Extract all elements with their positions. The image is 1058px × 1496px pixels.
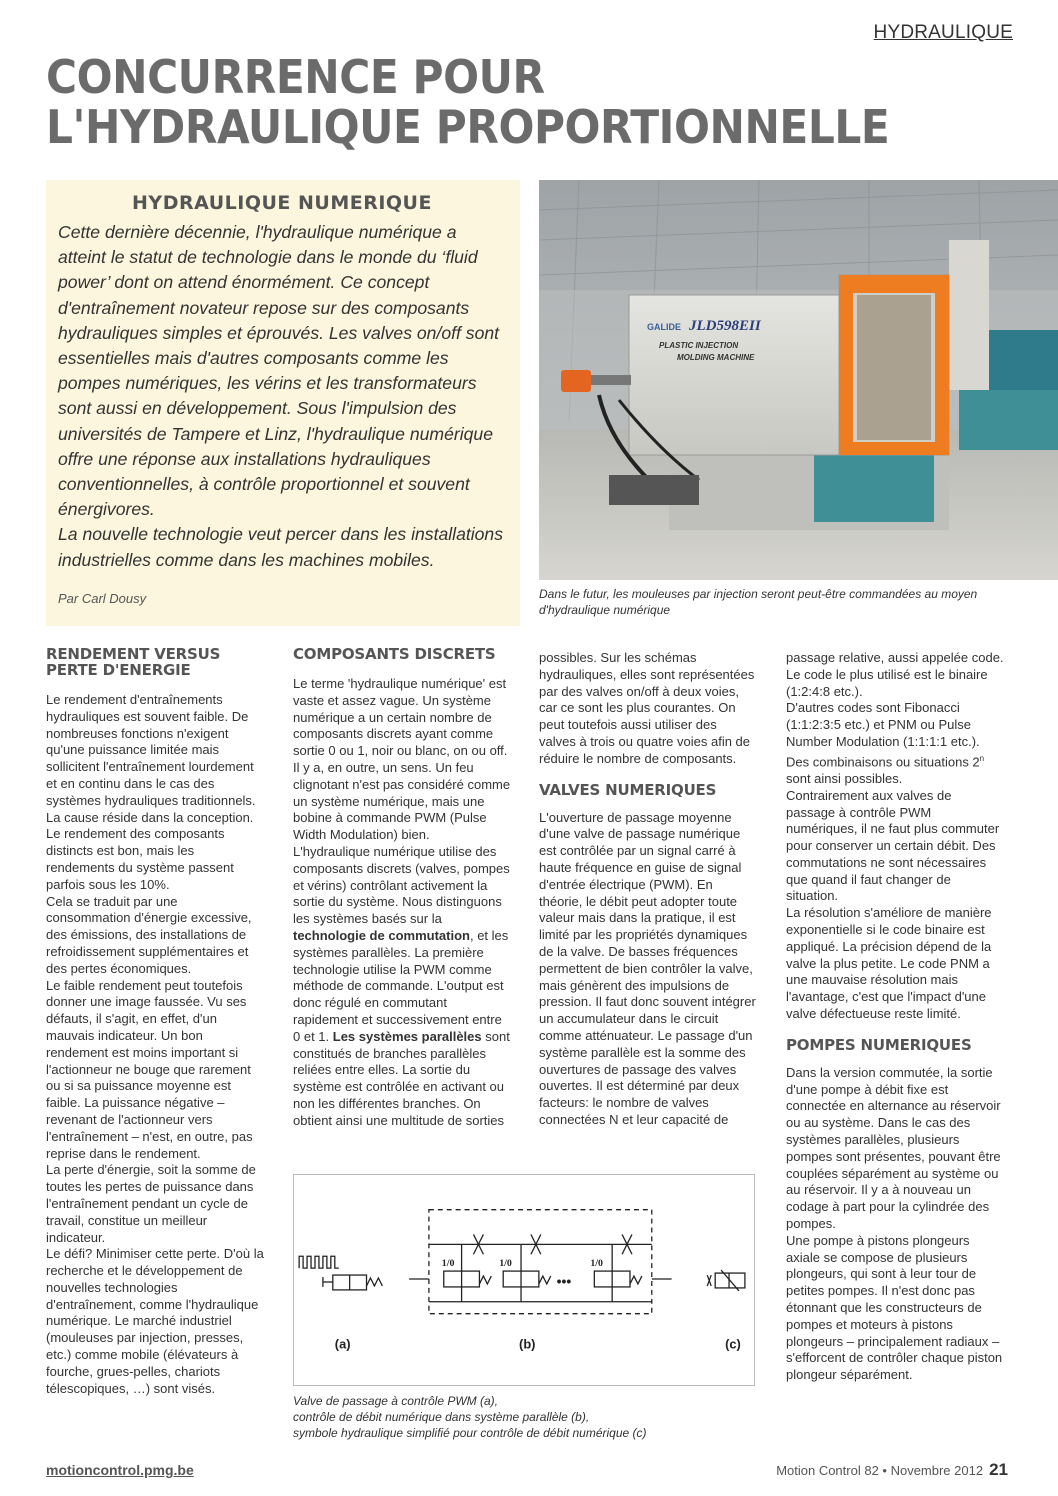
parallel-system-box [429,1210,652,1314]
hydraulic-diagram [293,1174,755,1386]
superscript-n: n [979,753,985,763]
injection-machine-photo [539,180,1058,580]
column-3 [539,650,757,1129]
column-2 [293,646,511,1130]
intro-box [46,180,520,626]
col1-paragraph-2: Cela se traduit par une consommation d'énergie excessive, des émissions, des installations de refroidissement supplémentaires et des pertes économiques. [46,893,252,976]
col2-text-c: sont constitués de branches parallèles reliées entre elles. La sortie du système est contrôlée en activant ou non les différentes branches. On obtient ainsi une multitude de sorties [293,1028,510,1128]
intro-text-2: La nouvelle technologie veut percer dans les installations industrielles comme dans les machines mobiles. [58,524,504,570]
intro-heading: HYDRAULIQUE NUMERIQUE [132,192,432,214]
figure-caption-line-2: contrôle de débit numérique dans système parallèle (b), [293,1410,590,1424]
pwm-signal-icon [299,1256,339,1268]
machine-label-line2: MOLDING MACHINE [677,353,755,362]
col4-paragraph-3 [786,700,1004,787]
heading-valves: VALVES NUMERIQUES [539,780,717,799]
col4-text-b: sont ainsi possibles. [786,770,903,786]
valve-label-1: 1/0 [441,1258,455,1270]
footer-issue [776,1460,1008,1480]
byline: Par Carl Dousy [58,590,147,606]
heading-rendement: RENDEMENT VERSUS PERTE D'ENERGIE [46,645,221,679]
col2-text-b: , et les systèmes parallèles. La première technologie utilise la PWM comme méthode de commande. L'output est donc régulé en commutant rapidement et successivement entre 0 et 1. [293,927,509,1044]
valve-label-3: 1/0 [590,1258,604,1270]
label-a: (a) [334,1336,351,1352]
heading-pompes: POMPES NUMERIQUES [786,1035,972,1054]
col2-paragraph-2 [293,844,511,1130]
heading-composants: COMPOSANTS DISCRETS [293,645,496,663]
figure-caption-line-3: symbole hydraulique simplifié pour contrôle de débit numérique (c) [293,1426,647,1440]
footer-site-link[interactable]: motioncontrol.pmg.be [46,1462,194,1478]
col1-paragraph-3: Le faible rendement peut toutefois donner une image faussée. Vu ses défauts, il s'agit, en effet, d'un mauvais indicateur. Un bon rendement est moins important si l'actionneur ne bouge que rarement ou si sa puissance moyenne est faible. La puissance négative – revenant de l'actionneur vers l'entraînement – n'est, en outre, pas reprise dans le rendement. [46,977,253,1161]
machine-brand-text: GALIDE [647,322,682,332]
col4-paragraph-6: Dans la version commutée, la sortie d'une pompe à débit fixe est connectée en alternance au réservoir ou au système. Dans le cas des systèmes parallèles, plusieurs pompes sont présentes, pouvant être couplées séparément au système ou au réservoir. Il y a à nouveau un codage à part pour la cylindrée des pompes. [786,1064,1001,1232]
col4-paragraph-1: passage relative, aussi appelée code. [786,650,1004,665]
ellipsis-dots: ••• [556,1272,572,1289]
column-1 [46,646,264,1397]
figure-caption-line-1: Valve de passage à contrôle PWM (a), [293,1394,498,1408]
valve-label-2: 1/0 [499,1258,512,1270]
column-4 [786,650,1004,1384]
title-line-1: CONCURRENCE POUR [46,50,545,104]
col4-paragraph-5: La résolution s'améliore de manière exponentielle si le code binaire est appliqué. La précision dépend de la valve la plus petite. Le code PNM a une mauvaise résolution mais l'avantage, c'est que l'impact d'une valve défectueuse reste limité. [786,905,992,1022]
machine-label-line1: PLASTIC INJECTION [659,341,739,350]
intro-text: Cette dernière décennie, l'hydraulique numérique a atteint le statut de technologie dans le monde du ‘fluid power’ dont on attend énormément. Ce concept d'entraînement novateur repose sur des composants hydrauliques simples et éprouvés. Les valves on/off sont essentielles mais d'autres composants comme les pompes numériques, les vérins et les transformateurs sont aussi en développement. Sous l'impulsion des universités de Tampere et Linz, l'hydraulique numérique offre une réponse aux installations hydrauliques conventionnelles, à contrôle proportionnel et souvent énergivores. [58,222,500,520]
bold-systemes-paralleles: Les systèmes parallèles [332,1028,482,1044]
section-tag: HYDRAULIQUE [873,22,1013,43]
bold-technologie: technologie de commutation [293,927,470,943]
photo-caption: Dans le futur, les mouleuses par injection seront peut-être commandées au moyen d'hydraulique numérique [539,587,978,617]
footer-issue-text: Motion Control 82 • Novembre 2012 [776,1463,984,1478]
col4-paragraph-7: Une pompe à pistons plongeurs axiale se compose de plusieurs plongeurs, qui sont à leur tour de petites pompes. Il n'est donc pas étonnant que les constructeurs de pompes et moteurs à pistons plongeurs – principalement radiaux – s'efforcent de contrôler chaque piston plongeur séparément. [786,1232,1003,1383]
machine-model-text: JLD598EII [689,318,761,334]
col4-text-a: D'autres codes sont Fibonacci (1:1:2:3:5 etc.) et PNM ou Pulse Number Modulation (1:1:1:1 etc.). Des combinaisons ou situations 2 [786,700,980,770]
col3-paragraph-1: possibles. Sur les schémas hydrauliques, elles sont représentées par des valves on/off à deux voies, car ce sont les plus courantes. On peut toutefois aussi utiliser des valves à trois ou quatre voies afin de réduire le nombre de composants. [539,650,755,766]
page-number: 21 [989,1460,1008,1479]
title-line-2: L'HYDRAULIQUE PROPORTIONNELLE [46,100,890,154]
col1-paragraph-4: La perte d'énergie, soit la somme de toutes les pertes de puissance dans l'entraînement pendant un cycle de travail, constitue un meilleur indicateur. [46,1162,256,1245]
col1-paragraph-1: Le rendement d'entraînements hydrauliques est souvent faible. De nombreuses fonctions n'exigent qu'une puissance limitée mais sollicitent l'entraînement lourdement et en continu dans le cas des systèmes hydrauliques traditionnels. La cause réside dans la conception. Le rendement des composants distincts est bon, mais les rendements du système passent parfois sous les 10%. [46,692,256,892]
label-c: (c) [725,1336,741,1352]
page-title [46,52,889,152]
label-b: (b) [519,1336,536,1352]
col4-paragraph-2: Le code le plus utilisé est le binaire (1:2:4:8 etc.). [786,666,988,699]
col1-paragraph-5: Le défi? Minimiser cette perte. D'où la recherche et le développement de nouvelles technologies d'entraînement, comme l'hydraulique numérique. Le marché industriel (mouleuses par injection, presses, etc.) comme mobile (élévateurs à fourche, grues-pelles, chariots télescopiques, …) sont visés. [46,1246,264,1396]
col4-paragraph-4: Contrairement aux valves de passage à contrôle PWM numériques, il ne faut plus commuter pour conserver un certain débit. Des commutations ne sont nécessaires que quand il faut changer de situation. [786,787,1000,904]
col3-paragraph-2: L'ouverture de passage moyenne d'une valve de passage numérique est contrôlée par un signal carré à haute fréquence en guise de signal d'entrée électrique (PWM). En théorie, le débit peut adopter toute valeur mais dans la pratique, il est limité par les propriétés dynamiques de la valve. De basses fréquences permettent de bien contrôler la valve, mais génèrent des impulsions de pression. Il faut donc souvent intégrer un accumulateur dans le circuit comme atténuateur. Le passage d'un système parallèle est la somme des ouvertures de passage des valves ouvertes. Il est déterminé par deux facteurs: le nombre de valves connectées N et leur capacité de [539,809,756,1127]
col2-paragraph-1: Le terme 'hydraulique numérique' est vaste et assez vague. Un système numérique a un certain nombre de composants discrets ayant comme sortie 0 ou 1, noir ou blanc, on ou off. Il y a, en outre, un sens. Un feu clignotant n'est pas considéré comme un système numérique, mais une bobine à commande PWM (Pulse Width Modulation) bien. [293,676,511,843]
figure-caption [293,1393,763,1441]
col2-text-a: L'hydraulique numérique utilise des composants discrets (valves, pompes et vérins) contrôlant activement la sortie du système. Nous distinguons les systèmes basés sur la [293,843,510,927]
